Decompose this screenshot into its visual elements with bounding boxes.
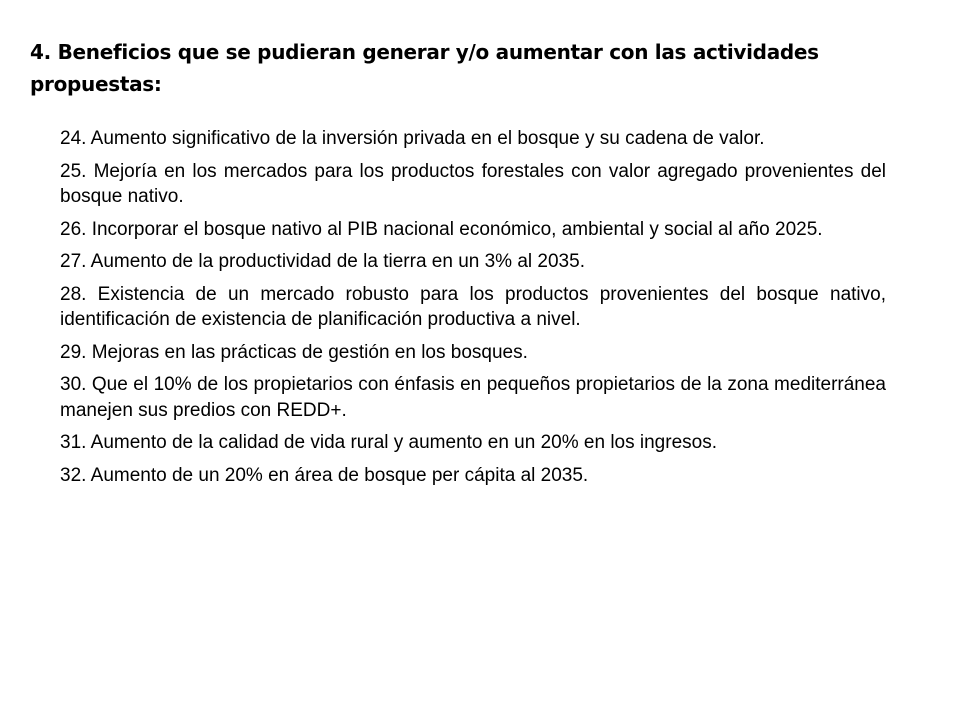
slide-title: 4. Beneficios que se pudieran generar y/o aumentar con las actividades propuestas: [30,40,819,96]
list-item: 29. Mejoras en las prácticas de gestión en los bosques. [60,341,528,363]
list-item: 30. Que el 10% de los propietarios con énfasis en pequeños propietarios de la zona mediterránea manejen sus predios con REDD+. [60,374,886,421]
list-item: 31. Aumento de la calidad de vida rural y aumento en un 20% en los ingresos. [60,432,717,453]
list-item: 26. Incorporar el bosque nativo al PIB nacional económico, ambiental y social al año 2025. [60,218,823,240]
list-item: 32. Aumento de un 20% en área de bosque per cápita al 2035. [60,464,589,486]
list-item: 27. Aumento de la productividad de la tierra en un 3% al 2035. [60,251,585,272]
list-item: 24. Aumento significativo de la inversión privada en el bosque y su cadena de valor. [60,128,765,149]
list-item: 25. Mejoría en los mercados para los productos forestales con valor agregado provenientes del bosque nativo. [60,160,886,207]
list-item: 28. Existencia de un mercado robusto para los productos provenientes del bosque nativo, identificación de existencia de planificación productiva a nivel. [60,283,886,330]
benefits-list [60,126,886,495]
